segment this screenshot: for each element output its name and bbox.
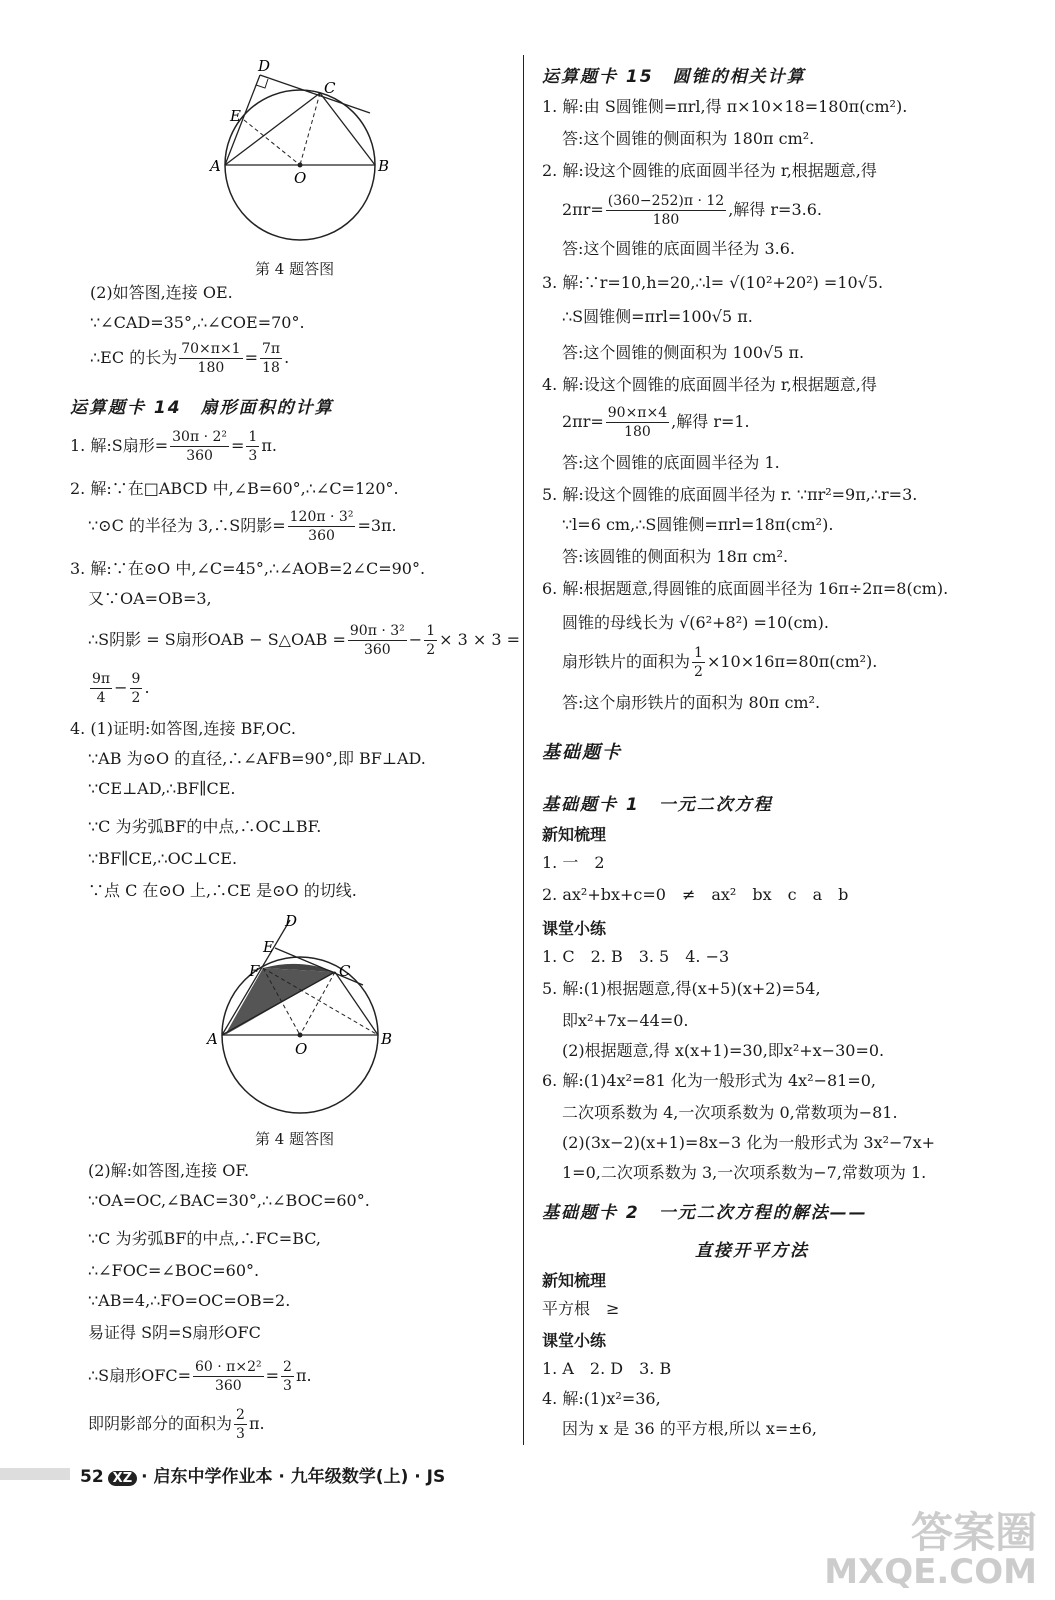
sub-heading: 课堂小练 bbox=[542, 919, 607, 938]
text-line: (2)(3x−2)(x+1)=8x−3 化为一般形式为 3x²−7x+ bbox=[562, 1133, 936, 1152]
text-line: 4. 解:(1)x²=36, bbox=[542, 1389, 661, 1408]
figure-2-caption: 第 4 题答图 bbox=[255, 1130, 335, 1148]
text-line: 2. 解:∵在□ABCD 中,∠B=60°,∴∠C=120°. bbox=[70, 479, 399, 498]
text-line: 1. C 2. B 3. 5 4. −3 bbox=[542, 947, 730, 966]
text-line: ∵C 为劣弧BF的中点,∴FC=BC, bbox=[88, 1229, 322, 1248]
text-line: 3. 解:∵在⊙O 中,∠C=45°,∴∠AOB=2∠C=90°. bbox=[70, 559, 426, 578]
text-line: 又∵OA=OB=3, bbox=[88, 589, 212, 608]
page-edge-bar bbox=[0, 1468, 70, 1480]
text-line-fraction: 1. 解:S扇形= $\frac{\text{30π · 2²}}{360}$ = $\frac{1}{3}$ π. bbox=[70, 429, 277, 464]
label-d: D bbox=[285, 912, 298, 930]
label-e: E bbox=[230, 107, 241, 125]
page-number: 52 bbox=[80, 1467, 104, 1487]
text-line: 2. 解:设这个圆锥的底面圆半径为 r,根据题意,得 bbox=[542, 161, 877, 180]
sub-heading: 课堂小练 bbox=[542, 1331, 607, 1350]
text-line-fraction: ∴EC 的长为 $\frac{70\times\pi\times 1}{180}$ = $\frac{7\pi}{18}$ . bbox=[90, 341, 290, 376]
label-b: B bbox=[381, 1030, 393, 1048]
label-a: A bbox=[210, 157, 221, 175]
text-line: 因为 x 是 36 的平方根,所以 x=±6, bbox=[562, 1419, 818, 1438]
text-line-fraction: $\frac{9\pi}{4}$ − $\frac{9}{2}$ . bbox=[92, 671, 150, 706]
text-line: ∵AB=4,∴FO=OC=OB=2. bbox=[88, 1291, 291, 1310]
section-heading: 运算题卡 14 扇形面积的计算 bbox=[70, 398, 334, 418]
figure-1-caption: 第 4 题答图 bbox=[255, 260, 335, 278]
text-line-fraction: 2πr= $\frac{(360-252)\pi \cdot 12}{180}$ ,解得 r=3.6. bbox=[562, 193, 822, 228]
text-line: 5. 解:(1)根据题意,得(x+5)(x+2)=54, bbox=[542, 979, 821, 998]
text-line: 答:该圆锥的侧面积为 18π cm². bbox=[562, 547, 789, 566]
label-c: C bbox=[339, 962, 351, 980]
text-line: (2)解:如答图,连接 OF. bbox=[88, 1161, 250, 1180]
text-line: ∵l=6 cm,∴S圆锥侧=πrl=18π(cm²). bbox=[562, 515, 834, 534]
text-line: 1=0,二次项系数为 3,一次项系数为−7,常数项为 1. bbox=[562, 1163, 927, 1182]
page-footer bbox=[80, 1462, 445, 1487]
text-line: 1. 解:由 S圆锥侧=πrl,得 π×10×18=180π(cm²). bbox=[542, 97, 908, 116]
text-line: 2. ax²+bx+c=0 ≠ ax² bx c a b bbox=[542, 885, 849, 904]
text-line: ∵∠CAD=35°,∴∠COE=70°. bbox=[90, 313, 305, 332]
book-title: · 启东中学作业本 · 九年级数学(上) · JS bbox=[141, 1467, 446, 1487]
watermark-logo: 答案圈 bbox=[910, 1508, 1037, 1557]
figure-2 bbox=[205, 910, 405, 1130]
watermark-url: MXQE.COM bbox=[824, 1552, 1037, 1592]
label-b: B bbox=[378, 157, 390, 175]
text-line: 答:这个圆锥的底面圆半径为 1. bbox=[562, 453, 780, 472]
text-line: 二次项系数为 4,一次项系数为 0,常数项为−81. bbox=[562, 1103, 898, 1122]
label-e: E bbox=[263, 938, 274, 956]
text-line: ∵C 为劣弧BF的中点,∴OC⊥BF. bbox=[88, 817, 322, 836]
text-line: 6. 解:(1)4x²=81 化为一般形式为 4x²−81=0, bbox=[542, 1071, 877, 1090]
text-line: 4. (1)证明:如答图,连接 BF,OC. bbox=[70, 719, 296, 738]
text-line: 答:这个圆锥的底面圆半径为 3.6. bbox=[562, 239, 796, 258]
text-line: 1. 一 2 bbox=[542, 853, 605, 872]
text-line: 平方根 ≥ bbox=[542, 1299, 620, 1318]
text-line: 4. 解:设这个圆锥的底面圆半径为 r,根据题意,得 bbox=[542, 375, 877, 394]
text-line-fraction: ∴S阴影 = S扇形OAB − S△OAB = $\frac{\text{90π · 3²}}{360}$ − $\frac{1}{2}$ × 3 × 3 = bbox=[88, 623, 521, 658]
text-line: 答:这个圆锥的侧面积为 180π cm². bbox=[562, 129, 815, 148]
label-o: O bbox=[294, 169, 307, 187]
text-line: (2)根据题意,得 x(x+1)=30,即x²+x−30=0. bbox=[562, 1041, 885, 1060]
text-line: ∵CE⊥AD,∴BF∥CE. bbox=[88, 779, 236, 798]
text-line-fraction: ∵⊙C 的半径为 3,∴S阴影= $\frac{\text{120π · 3²}}{360}$ =3π. bbox=[88, 509, 397, 544]
label-o: O bbox=[295, 1040, 308, 1058]
text-line: ∵AB 为⊙O 的直径,∴∠AFB=90°,即 BF⊥AD. bbox=[88, 749, 426, 768]
figure-1 bbox=[200, 55, 400, 260]
text-line-fraction: ∴S扇形OFC= $\frac{\text{60 · π×2²}}{360}$ = $\frac{2}{3}$ π. bbox=[88, 1359, 312, 1394]
label-d: D bbox=[258, 57, 271, 75]
section-heading: 基础题卡 2 一元二次方程的解法—— bbox=[542, 1203, 868, 1223]
column-divider bbox=[523, 55, 524, 1445]
publisher-badge: XZ bbox=[108, 1471, 137, 1486]
text-line: 3. 解:∵r=10,h=20,∴l= √(10²+20²) =10√5. bbox=[542, 273, 884, 292]
section-heading: 基础题卡 bbox=[542, 742, 622, 763]
text-line-fraction: 2πr= $\frac{90\times\pi\times 4}{180}$ ,解得 r=1. bbox=[562, 405, 750, 440]
sub-heading: 新知梳理 bbox=[542, 825, 607, 844]
text-line: 即x²+7x−44=0. bbox=[562, 1011, 689, 1030]
label-c: C bbox=[324, 79, 336, 97]
text-line: 答:这个圆锥的侧面积为 100√5 π. bbox=[562, 343, 805, 362]
section-heading: 基础题卡 1 一元二次方程 bbox=[542, 795, 773, 815]
sub-heading: 新知梳理 bbox=[542, 1271, 607, 1290]
text-line-fraction: 扇形铁片的面积为 $\frac{1}{2}$ ×10×16π=80π(cm²). bbox=[562, 645, 878, 680]
text-line: 圆锥的母线长为 √(6²+8²) =10(cm). bbox=[562, 613, 829, 632]
text-line: 答:这个扇形铁片的面积为 80π cm². bbox=[562, 693, 821, 712]
text-line: 1. A 2. D 3. B bbox=[542, 1359, 672, 1378]
text-line: ∵OA=OC,∠BAC=30°,∴∠BOC=60°. bbox=[88, 1191, 370, 1210]
text-line: 易证得 S阴=S扇形OFC bbox=[88, 1323, 261, 1342]
text-line-fraction: 即阴影部分的面积为 $\frac{2}{3}$ π. bbox=[88, 1407, 265, 1442]
text-line: ∵点 C 在⊙O 上,∴CE 是⊙O 的切线. bbox=[88, 881, 357, 900]
label-a: A bbox=[207, 1030, 218, 1048]
text-line: 6. 解:根据题意,得圆锥的底面圆半径为 16π÷2π=8(cm). bbox=[542, 579, 949, 598]
section-heading: 直接开平方法 bbox=[695, 1241, 809, 1261]
text-line: (2)如答图,连接 OE. bbox=[90, 283, 233, 302]
text-line: 5. 解:设这个圆锥的底面圆半径为 r. ∵πr²=9π,∴r=3. bbox=[542, 485, 918, 504]
section-heading: 运算题卡 15 圆锥的相关计算 bbox=[542, 67, 806, 87]
text-line: ∴∠FOC=∠BOC=60°. bbox=[88, 1261, 260, 1280]
text-line: ∵BF∥CE,∴OC⊥CE. bbox=[88, 849, 238, 868]
label-f: F bbox=[249, 962, 260, 980]
text-line: ∴S圆锥侧=πrl=100√5 π. bbox=[562, 307, 753, 326]
